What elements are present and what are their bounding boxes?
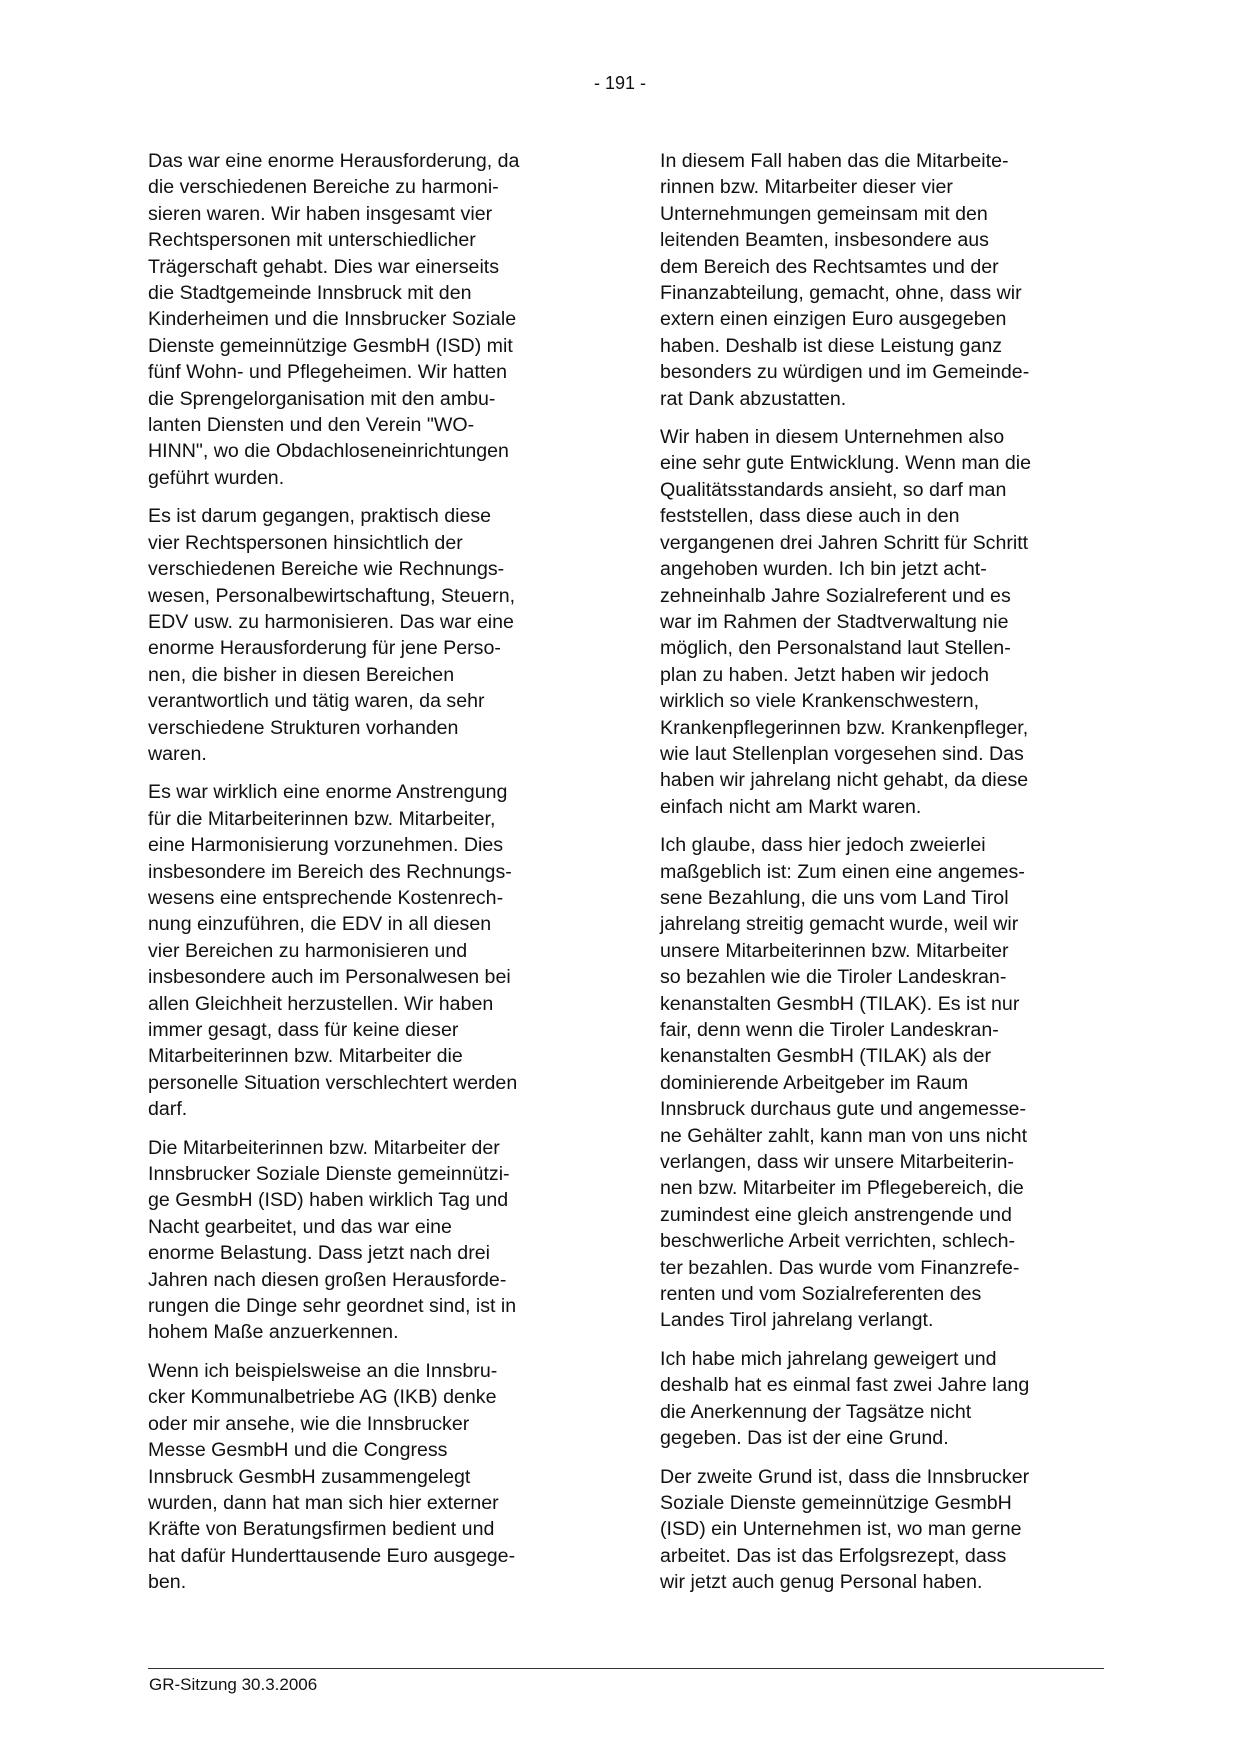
paragraph: Der zweite Grund ist, dass die Innsbrucker Soziale Dienste gemeinnützige GesmbH (ISD) ein Unternehmen ist, wo man gerne arbeitet. Das ist das Erfolgsrezept, dass wir jetzt auch genug Personal haben.	[660, 1465, 1030, 1594]
paragraph: Die Mitarbeiterinnen bzw. Mitarbeiter der Innsbrucker Soziale Dienste gemeinnützi- ge GesmbH (ISD) haben wirklich Tag und Nacht gearbeitet, und das war eine enorme Belastung. Dass jetzt nach drei Jahren nach diesen großen Herausforde- rungen die Dinge sehr geordnet sind, ist in hohem Maße anzuerkennen.	[148, 1136, 517, 1344]
right-column	[660, 148, 1105, 1608]
paragraph: Ich glaube, dass hier jedoch zweierlei maßgeblich ist: Zum einen eine angemes- sene Bezahlung, die uns vom Land Tirol jahrelang streitig gemacht wurde, weil wir unsere Mitarbeiterinnen bzw. Mitarbeiter so bezahlen wie die Tiroler Landeskran- kenanstalten GesmbH (TILAK). Es ist nur fair, denn wenn die Tiroler Landeskran- kenanstalten GesmbH (TILAK) als der dominierende Arbeitgeber im Raum Innsbruck durchaus gute und angemesse- ne Gehälter zahlt, kann man von uns nicht verlangen, dass wir unsere Mitarbeiterin- nen bzw. Mitarbeiter im Pflegebereich, die zumindest eine gleich anstrengende und beschwerliche Arbeit verrichten, schlech- ter bezahlen. Das wurde vom Finanzrefe- renten und vom Sozialreferenten des Landes Tirol jahrelang verlangt.	[660, 834, 1028, 1332]
paragraph: Es war wirklich eine enorme Anstrengung für die Mitarbeiterinnen bzw. Mitarbeiter, eine Harmonisierung vorzunehmen. Dies insbesondere im Bereich des Rechnungs- wesens eine entsprechende Kostenrech- nung einzuführen, die EDV in all diesen vier Bereichen zu harmonisieren und insbesondere auch im Personalwesen bei allen Gleichheit herzustellen. Wir haben immer gesagt, dass für keine dieser Mitarbeiterinnen bzw. Mitarbeiter die personelle Situation verschlechtert werden darf.	[148, 781, 518, 1121]
paragraph: Ich habe mich jahrelang geweigert und deshalb hat es einmal fast zwei Jahre lang die Anerkennung der Tagsätze nicht gegeben. Das ist der eine Grund.	[660, 1347, 1030, 1450]
paragraph: Wenn ich beispielsweise an die Innsbru- cker Kommunalbetriebe AG (IKB) denke oder mir ansehe, wie die Innsbrucker Messe GesmbH und die Congress Innsbruck GesmbH zusammengelegt wurden, dann hat man sich hier externer Kräfte von Beratungsfirmen bedient und hat dafür Hunderttausende Euro ausgege- ben.	[148, 1359, 516, 1594]
footer-session-date: GR-Sitzung 30.3.2006	[149, 1675, 318, 1694]
paragraph: In diesem Fall haben das die Mitarbeite- rinnen bzw. Mitarbeiter dieser vier Unternehmungen gemeinsam mit den leitenden Beamten, insbesondere aus dem Bereich des Rechtsamtes und der Finanzabteilung, gemacht, ohne, dass wir extern einen einzigen Euro ausgegeben haben. Deshalb ist diese Leistung ganz besonders zu würdigen und im Gemeinde- rat Dank abzustatten.	[660, 150, 1030, 410]
paragraph: Das war eine enorme Herausforderung, da die verschiedenen Bereiche zu harmoni- sieren waren. Wir haben insgesamt vier Rechtspersonen mit unterschiedlicher Trägerschaft gehabt. Dies war einerseits die Stadtgemeinde Innsbruck mit den Kinderheimen und die Innsbrucker Soziale Dienste gemeinnützige GesmbH (ISD) mit fünf Wohn- und Pflegeheimen. Wir hatten die Sprengelorganisation mit den ambu- lanten Diensten und den Verein "WO- HINN", wo die Obdachloseneinrichtungen geführt wurden.	[148, 150, 520, 489]
footer-divider	[148, 1668, 1104, 1669]
page-number: - 191 -	[593, 73, 647, 93]
paragraph: Es ist darum gegangen, praktisch diese vier Rechtspersonen hinsichtlich der verschiedenen Bereiche wie Rechnungs- wesen, Personalbewirtschaftung, Steuern, EDV usw. zu harmonisieren. Das war eine enorme Herausforderung für jene Perso- nen, die bisher in diesen Bereichen verantwortlich und tätig waren, da sehr verschiedene Strukturen vorhanden waren.	[148, 505, 516, 765]
left-column	[148, 148, 593, 1608]
paragraph: Wir haben in diesem Unternehmen also eine sehr gute Entwicklung. Wenn man die Qualitätsstandards ansieht, so darf man feststellen, dass diese auch in den vergangenen drei Jahren Schritt für Schritt angehoben wurden. Ich bin jetzt acht- zehneinhalb Jahre Sozialreferent und es war im Rahmen der Stadtverwaltung nie möglich, den Personalstand laut Stellen- plan zu haben. Jetzt haben wir jedoch wirklich so viele Krankenschwestern, Krankenpflegerinnen bzw. Krankenpfleger, wie laut Stellenplan vorgesehen sind. Das haben wir jahrelang nicht gehabt, da diese einfach nicht am Markt waren.	[660, 426, 1032, 818]
